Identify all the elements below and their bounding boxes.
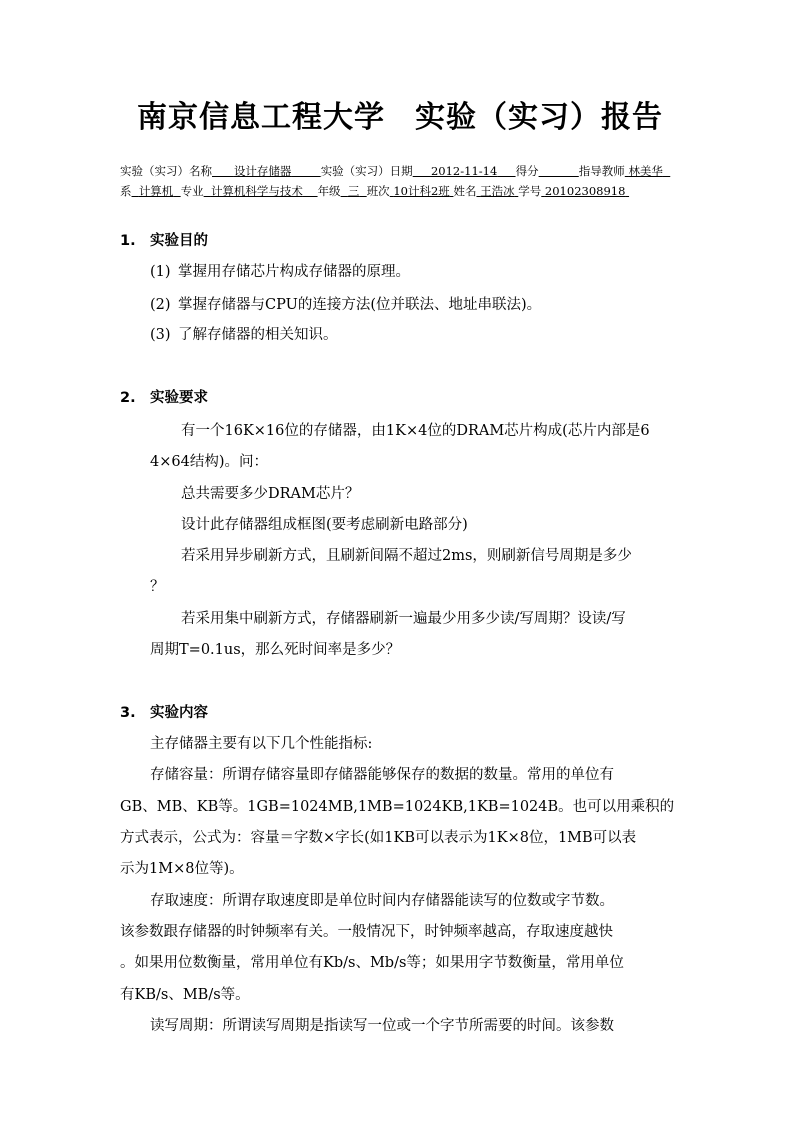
section-2-number: 2.: [120, 390, 136, 406]
department-label: 系: [120, 184, 132, 198]
section-3-number: 3.: [120, 705, 136, 721]
section-3-line: 方式表示，公式为：容量＝字数×字长(如1KB可以表示为1K×8位，1MB可以表: [120, 830, 637, 846]
section-3-title: 实验内容: [150, 705, 208, 721]
section-2-line: 若采用集中刷新方式，存储器刷新一遍最少用多少读/写周期？设读/写: [181, 611, 626, 627]
item-text: 掌握存储器与CPU的连接方法(位并联法、地址串联法)。: [178, 297, 542, 313]
section-3-heading: [120, 701, 208, 722]
meta-line-1: [120, 163, 670, 179]
item-marker: (2): [150, 297, 171, 313]
section-2-line: 周期T=0.1us，那么死时间率是多少？: [150, 642, 401, 658]
item-marker: (3): [150, 327, 171, 343]
section-1-item: [150, 323, 338, 344]
experiment-date-value: 2012-11-14: [430, 164, 498, 178]
report-title: [0, 92, 800, 136]
section-2-heading: [120, 386, 208, 407]
section-3-line: GB、MB、KB等。1GB=1024MB,1MB=1024KB,1KB=1024B。也可以用乘积的: [120, 799, 675, 815]
section-2-line: 有一个16K×16位的存储器，由1K×4位的DRAM芯片构成(芯片内部是6: [181, 423, 650, 439]
item-text: 了解存储器的相关知识。: [178, 327, 338, 343]
section-3-line: 该参数跟存储器的时钟频率有关。一般情况下，时钟频率越高，存取速度越快: [120, 924, 613, 940]
section-1-number: 1.: [120, 233, 136, 249]
experiment-name-value: 设计存储器: [233, 164, 292, 178]
section-3-line: 存储容量：所谓存储容量即存储器能够保存的数据的数量。常用的单位有: [150, 767, 614, 783]
meta-line-2: [120, 183, 629, 199]
section-2-line: 设计此存储器组成框图(要考虑刷新电路部分): [181, 517, 468, 533]
grade-label: 年级: [317, 184, 341, 198]
section-3-line: 主存储器主要有以下几个性能指标:: [150, 736, 373, 752]
teacher-value: 林美华: [628, 164, 663, 178]
section-3-line: 。如果用位数衡量，常用单位有Kb/s、Mb/s等；如果用字节数衡量，常用单位: [120, 955, 624, 971]
section-3-line: 示为1M×8位等)。: [120, 861, 244, 877]
section-2-title: 实验要求: [150, 390, 208, 406]
section-2-line: 4×64结构)。问：: [150, 454, 268, 470]
student-id-label: 学号: [518, 184, 542, 198]
item-marker: (1): [150, 264, 171, 280]
section-2-line: ？: [150, 579, 165, 595]
major-value: 计算机科学与技术: [210, 184, 303, 198]
section-1-item: [150, 260, 410, 281]
experiment-date-label: 实验（实习）日期: [320, 164, 413, 178]
section-3-line: 读写周期：所谓读写周期是指读写一位或一个字节所需要的时间。该参数: [150, 1018, 614, 1034]
department-value: 计算机: [138, 184, 174, 198]
section-1-item: [150, 293, 541, 314]
title-university: 南京信息工程大学: [137, 100, 385, 135]
class-value: 10计科2班: [393, 184, 450, 198]
score-label: 得分: [515, 164, 539, 178]
teacher-label: 指导教师: [578, 164, 625, 178]
student-id-value: 20102308918: [544, 184, 626, 198]
major-label: 专业: [180, 184, 204, 198]
section-3-line: 有KB/s、MB/s等。: [120, 987, 250, 1003]
section-2-line: 总共需要多少DRAM芯片？: [181, 486, 360, 502]
experiment-name-label: 实验（实习）名称: [120, 164, 212, 178]
student-name-value: 王浩冰: [480, 184, 515, 198]
class-label: 班次: [366, 184, 390, 198]
title-report: 实验（实习）报告: [415, 100, 663, 135]
section-3-line: 存取速度：所谓存取速度即是单位时间内存储器能读写的位数或字节数。: [150, 893, 614, 909]
item-text: 掌握用存储芯片构成存储器的原理。: [178, 264, 410, 280]
grade-value: 三: [347, 184, 360, 198]
section-1-title: 实验目的: [150, 233, 208, 249]
student-name-label: 姓名: [453, 184, 477, 198]
section-2-line: 若采用异步刷新方式，且刷新间隔不超过2ms，则刷新信号周期是多少: [181, 548, 632, 564]
section-1-heading: [120, 229, 208, 250]
